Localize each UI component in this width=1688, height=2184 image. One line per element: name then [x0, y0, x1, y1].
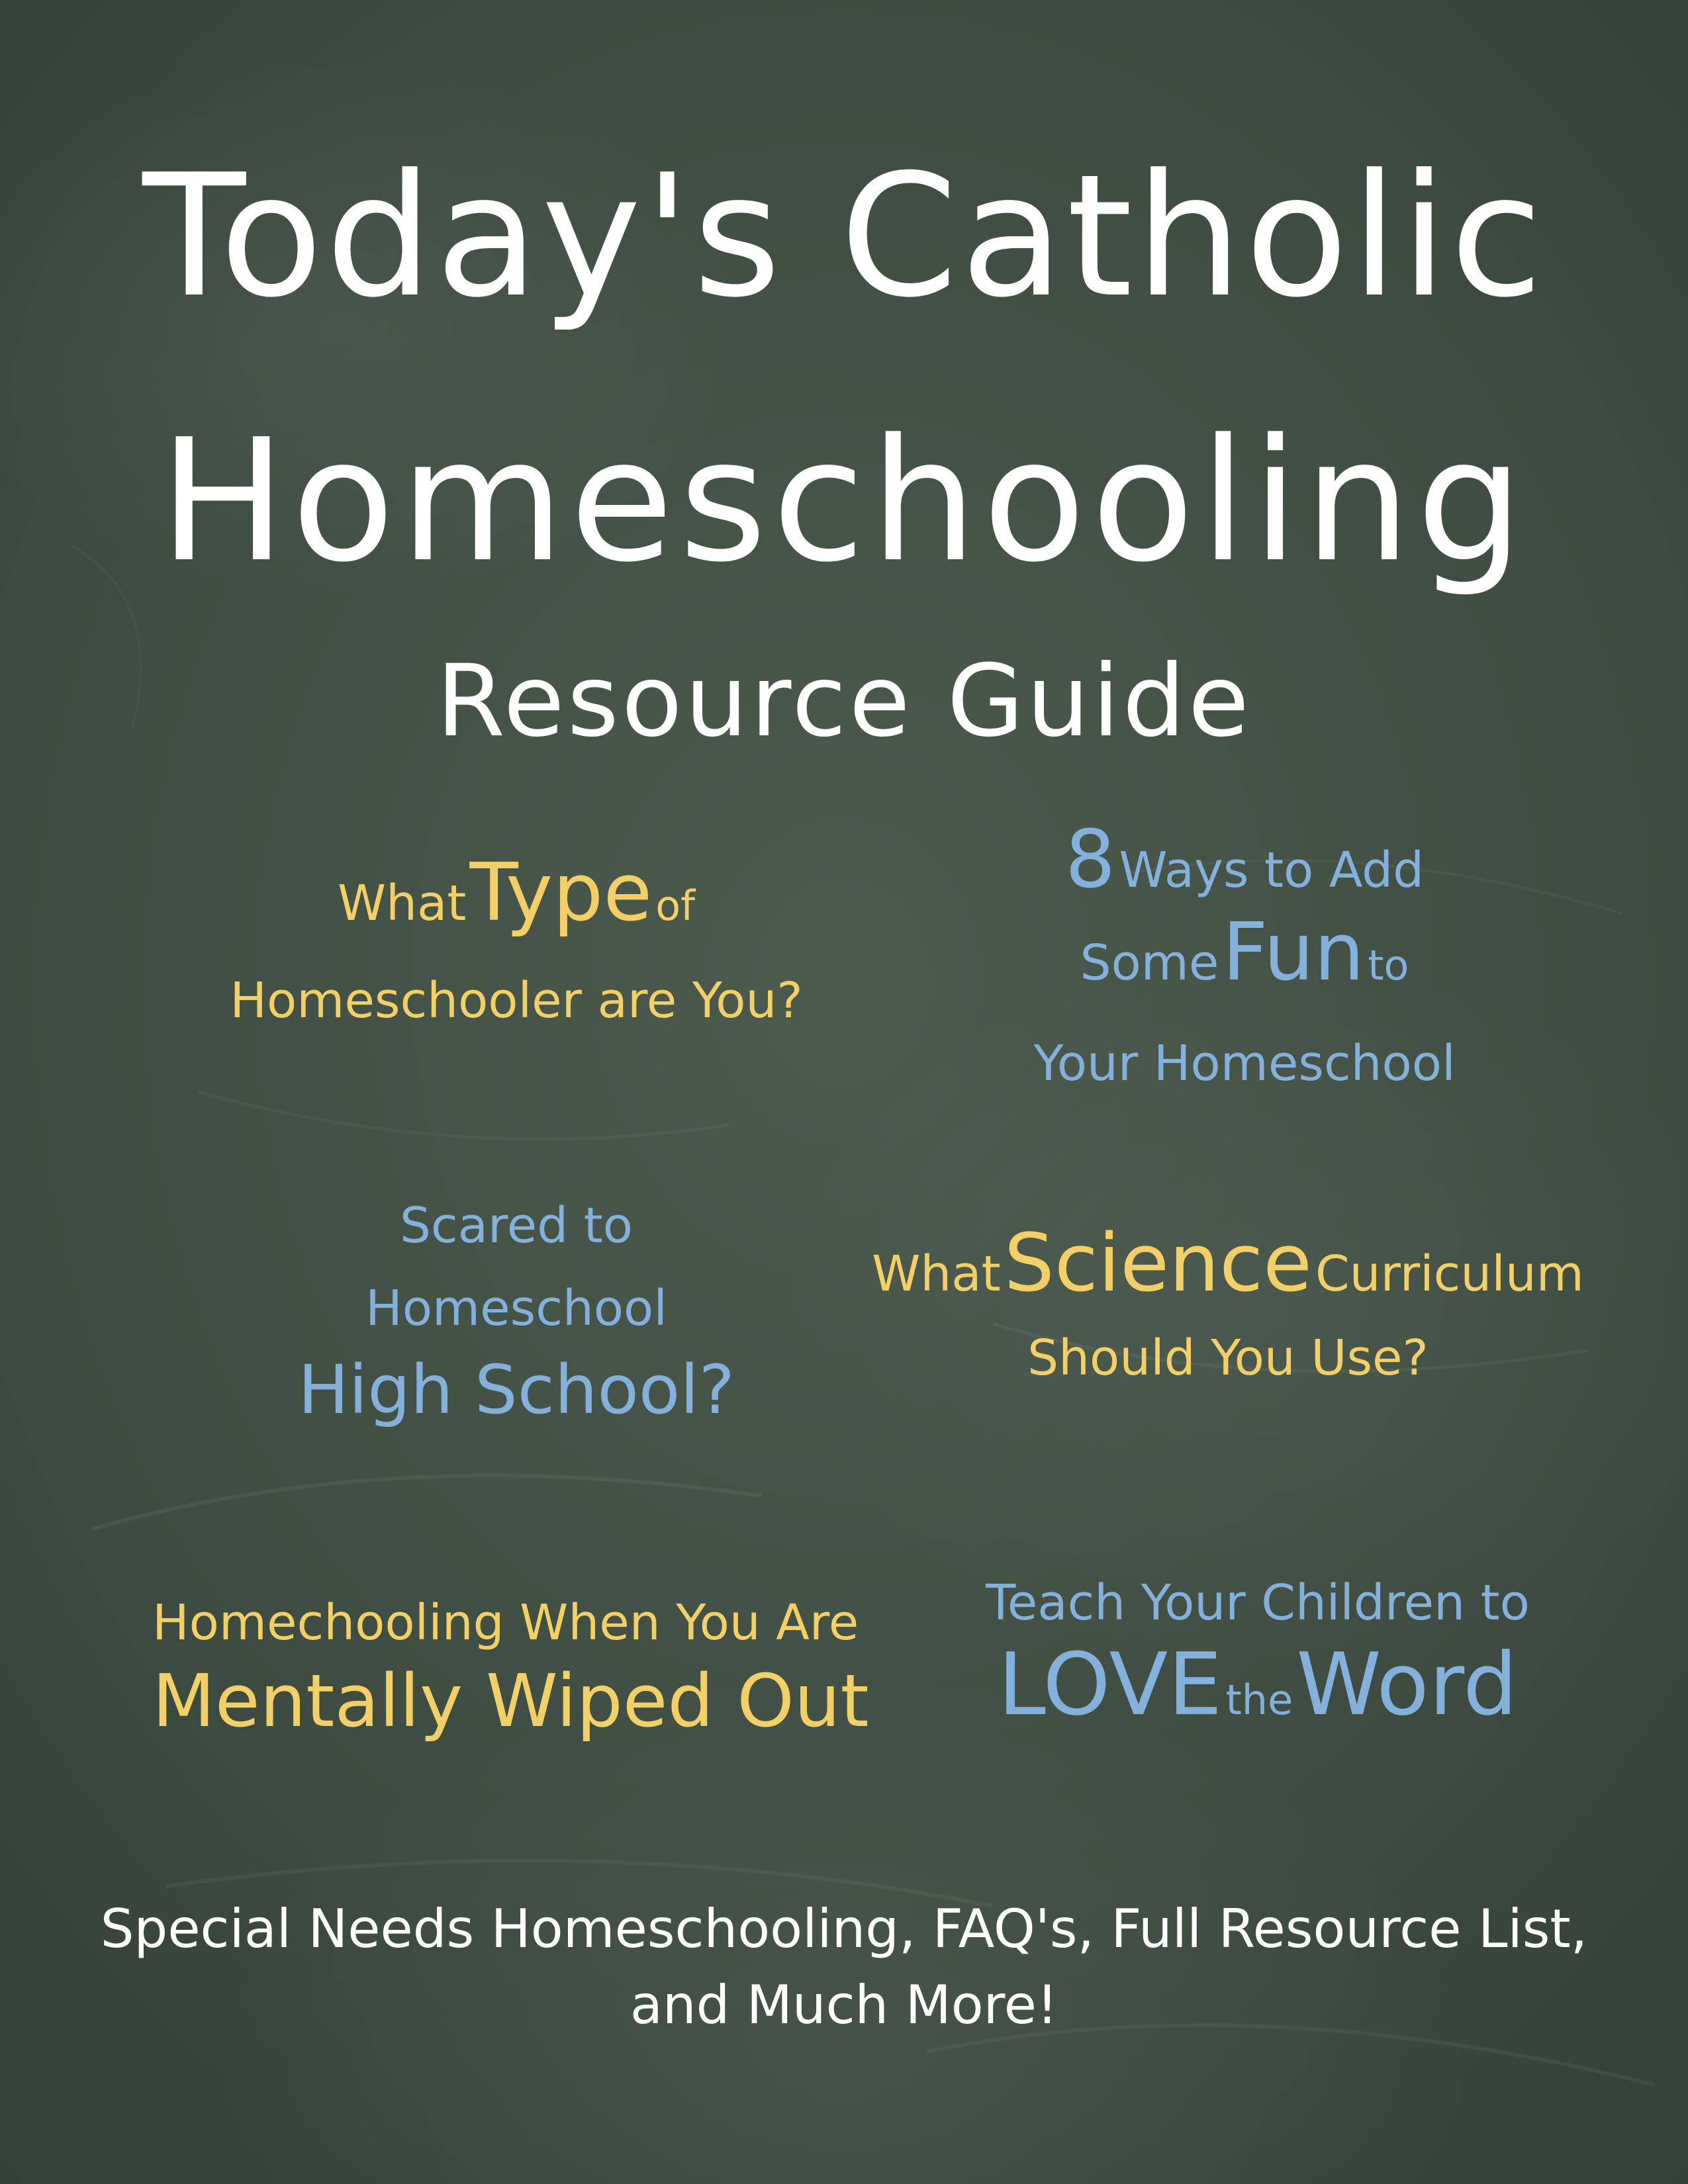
article-word-curriculum: Curriculum — [1315, 1246, 1584, 1302]
article-science-line-1 — [847, 1218, 1609, 1310]
article-number-8: 8 — [1064, 814, 1116, 906]
article-word-what: What — [337, 875, 467, 932]
article-word-to: to — [1368, 941, 1409, 989]
article-love-the-word — [927, 1574, 1589, 1751]
article-homeschooler-type — [185, 847, 847, 1052]
article-fun-line-2 — [953, 907, 1536, 999]
article-love-line-1: Teach Your Children to — [986, 1574, 1530, 1631]
article-keyword-fun: Fun — [1222, 907, 1365, 999]
article-wiped-line-2: Mentally Wiped Out — [152, 1659, 869, 1743]
article-wiped-line-1: Homechooling When You Are — [152, 1594, 859, 1651]
article-keyword-science: Science — [1004, 1218, 1312, 1310]
article-science-line-2: Should You Use? — [1027, 1330, 1429, 1387]
article-fun-line-1 — [953, 814, 1536, 906]
article-word-of: of — [655, 882, 695, 930]
footer-line-2: and Much More! — [630, 1974, 1058, 2036]
article-homeschooler-type-line-2: Homeschooler are You? — [230, 972, 803, 1029]
article-word-what-2: What — [872, 1246, 1001, 1302]
title-line-1: Today's Catholic — [142, 138, 1546, 335]
article-word-the: the — [1225, 1676, 1293, 1724]
article-scared-line-2: Homeschool — [365, 1280, 667, 1337]
article-scared-line-3: High School? — [298, 1351, 735, 1430]
article-science-curriculum — [847, 1218, 1609, 1396]
article-keyword-word: Word — [1296, 1634, 1518, 1735]
article-scared-line-1: Scared to — [399, 1197, 633, 1254]
article-ways-to-add-fun — [953, 814, 1536, 1099]
article-homeschooler-type-line-1 — [185, 847, 847, 939]
article-love-line-2 — [927, 1634, 1589, 1735]
article-keyword-type: Type — [469, 847, 653, 939]
title-line-2: Homeschooling — [159, 403, 1529, 600]
article-mentally-wiped-out — [152, 1594, 869, 1770]
article-fun-text-1: Ways to Add — [1119, 842, 1425, 899]
article-fun-line-3: Your Homeschool — [1033, 1035, 1456, 1092]
footer-line-1: Special Needs Homeschooling, FAQ's, Full Resource List, — [100, 1898, 1588, 1960]
title-line-3: Resource Guide — [436, 644, 1252, 759]
article-word-some: Some — [1080, 934, 1219, 991]
article-keyword-love: LOVE — [998, 1634, 1223, 1735]
article-scared-high-school — [252, 1197, 781, 1453]
